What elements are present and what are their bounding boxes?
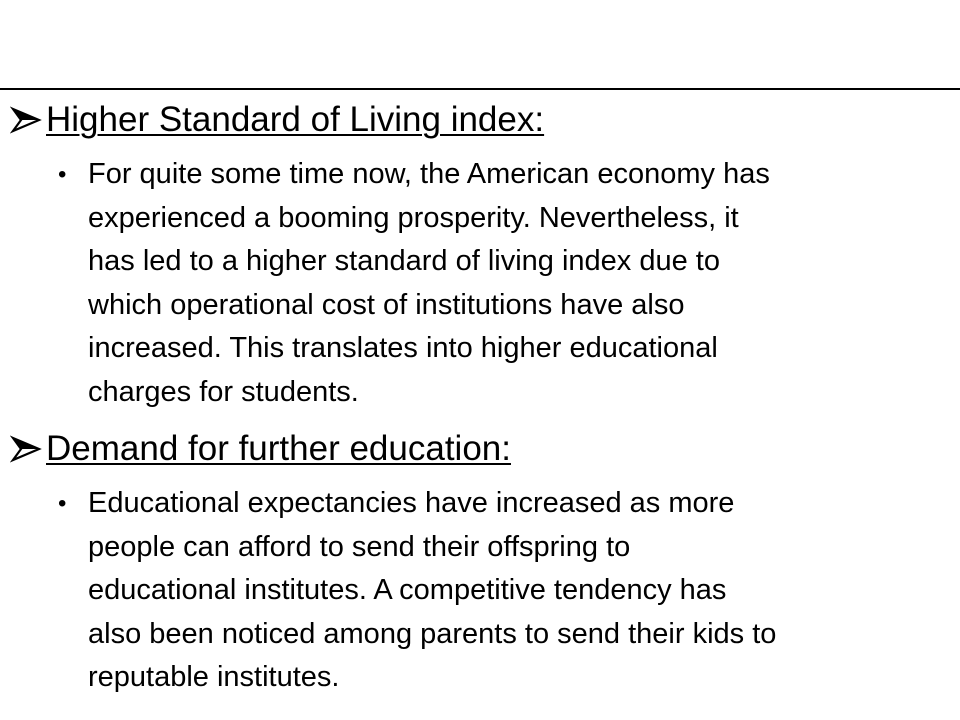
bullet-line: experienced a booming prosperity. Nevertheless, it bbox=[88, 201, 739, 234]
section-further-education bbox=[10, 426, 950, 700]
bullet-line: Educational expectancies have increased as more bbox=[88, 487, 735, 519]
top-divider bbox=[0, 88, 960, 90]
bullet-line: For quite some time now, the American economy has bbox=[88, 158, 770, 190]
bullet-dot: • bbox=[58, 490, 67, 517]
bullet-line: has led to a higher standard of living index due to bbox=[88, 245, 720, 277]
bullet-line: also been noticed among parents to send their kids to bbox=[88, 617, 777, 650]
bullet-line: which operational cost of institutions have also bbox=[88, 288, 685, 321]
section-heading: Higher Standard of Living index: bbox=[46, 100, 545, 139]
bullet-line: charges for students. bbox=[88, 375, 359, 408]
bullet-line: educational institutes. A competitive tendency has bbox=[88, 574, 727, 606]
bullet-item bbox=[10, 482, 950, 700]
section-heading: Demand for further education: bbox=[46, 429, 511, 468]
arrow-bullet-icon bbox=[10, 434, 42, 464]
bullet-line: reputable institutes. bbox=[88, 661, 340, 693]
section-standard-of-living bbox=[10, 97, 950, 414]
section-heading-row bbox=[10, 426, 950, 472]
bullet-dot: • bbox=[58, 161, 67, 188]
bullet-item bbox=[10, 153, 950, 414]
arrow-bullet-icon bbox=[10, 105, 42, 135]
bullet-line: people can afford to send their offspring to bbox=[88, 530, 631, 563]
section-heading-row bbox=[10, 97, 950, 143]
bullet-line: increased. This translates into higher educational bbox=[88, 332, 718, 364]
